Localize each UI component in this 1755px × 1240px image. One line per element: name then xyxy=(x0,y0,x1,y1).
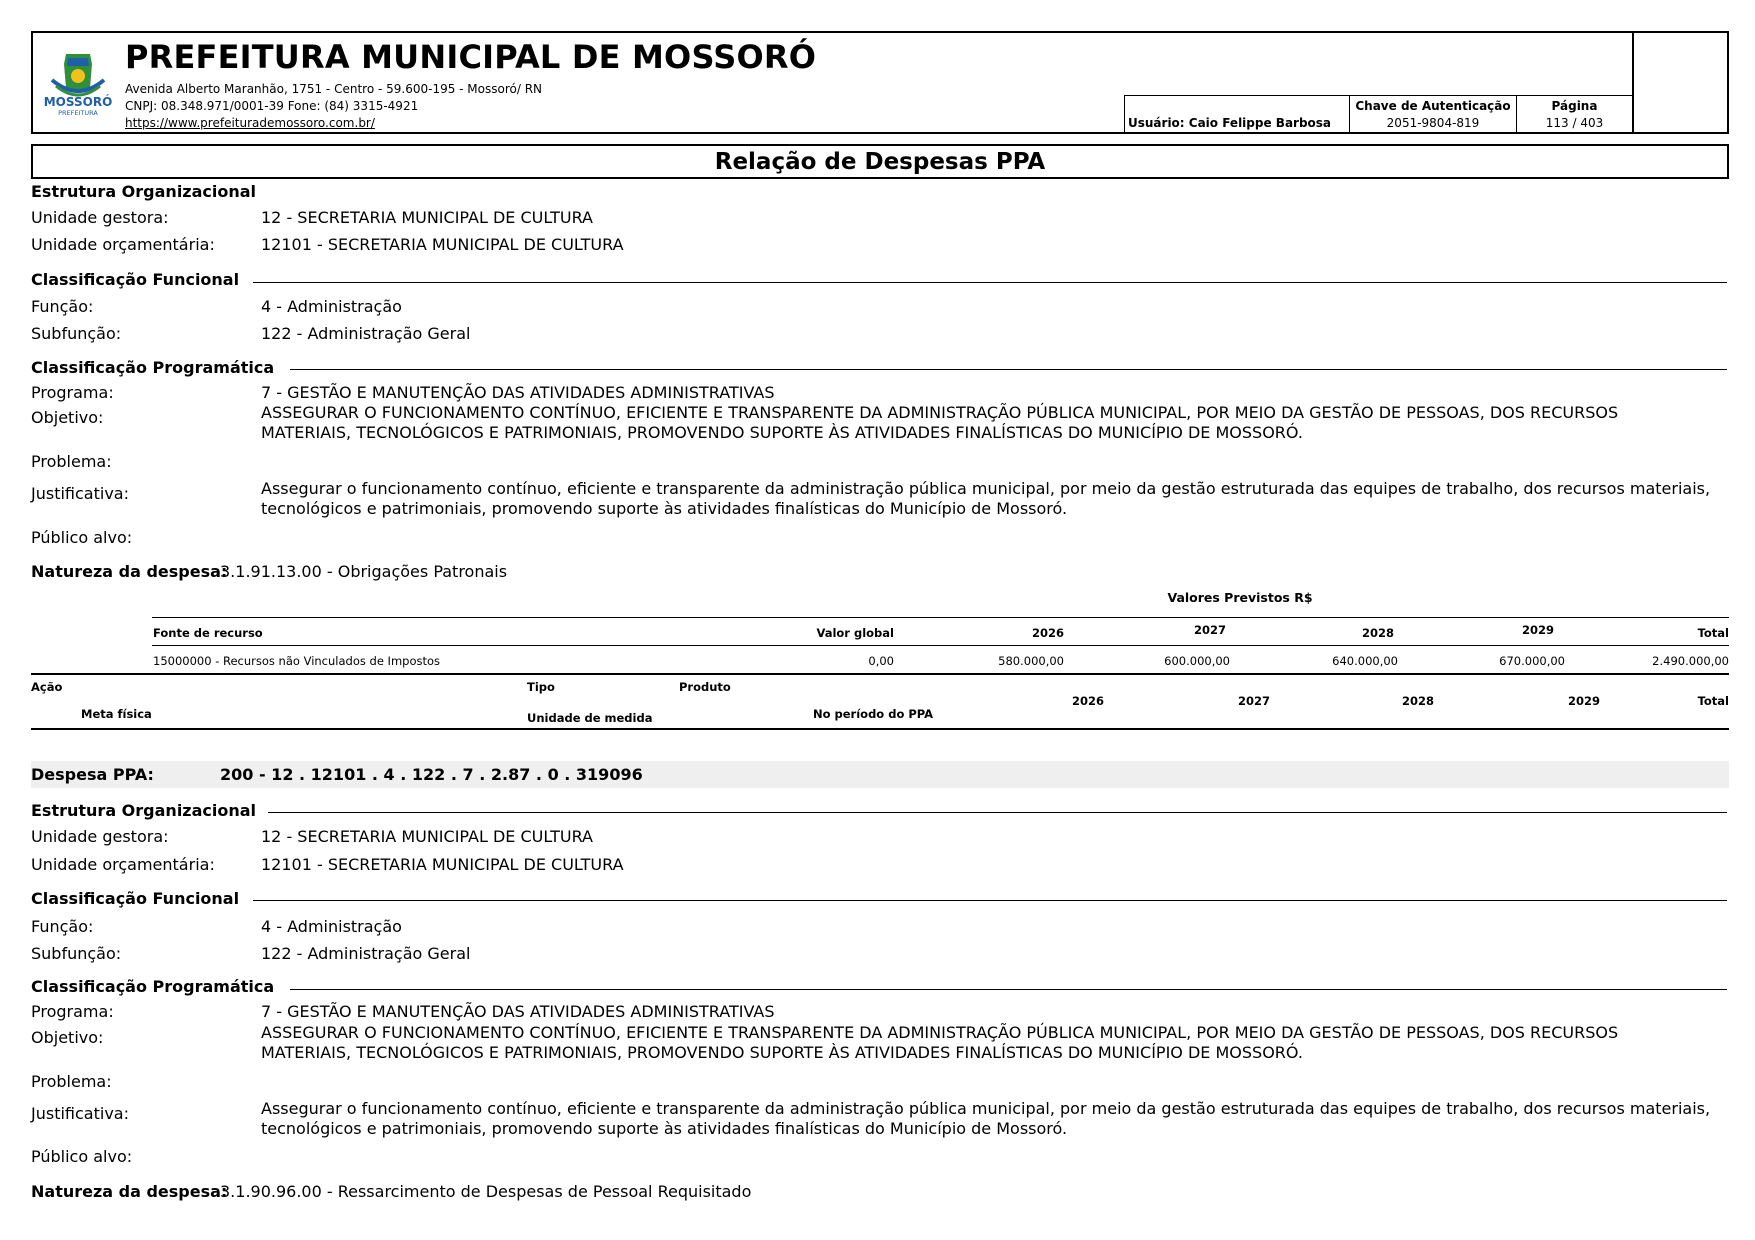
section-classificacao-programatica: Classificação Programática xyxy=(31,977,275,996)
despesa-ppa-bar xyxy=(31,761,1729,788)
page-label: Página xyxy=(1551,99,1598,113)
report-title-box xyxy=(31,144,1729,179)
valor-global-value: 0,00 xyxy=(868,654,894,668)
problema-label: Problema: xyxy=(31,1072,112,1091)
col-valor-global: Valor global xyxy=(816,626,894,640)
auth-key-value: 2051-9804-819 xyxy=(1386,116,1480,130)
unidade-gestora-label: Unidade gestora: xyxy=(31,827,169,846)
subfuncao-label: Subfunção: xyxy=(31,944,122,963)
objetivo-value: ASSEGURAR O FUNCIONAMENTO CONTÍNUO, EFICIENTE E TRANSPARENTE DA ADMINISTRAÇÃO PÚBLICA MUNICIPAL, POR MEIO DA GESTÃO DE PESSOAS, DOS RECURSOS MATERIAIS, TECNOLÓGICOS E PATRIMONIAIS, PROMOVENDO SUPORTE ÀS ATIVIDADES FINALÍSTICAS DO MUNICÍPIO DE MOSSORÓ. xyxy=(261,1023,1619,1062)
logo-text: MOSSORÓ xyxy=(43,95,113,109)
unidade-gestora-value: 12 - SECRETARIA MUNICIPAL DE CULTURA xyxy=(261,208,593,227)
unidade-orcamentaria-value: 12101 - SECRETARIA MUNICIPAL DE CULTURA xyxy=(261,235,624,254)
org-address: Avenida Alberto Maranhão, 1751 - Centro - 59.600-195 - Mossoró/ RN xyxy=(125,82,543,96)
col-unidade-medida: Unidade de medida xyxy=(527,711,653,725)
justificativa-label: Justificativa: xyxy=(31,1104,129,1123)
programa-value: 7 - GESTÃO E MANUTENÇÃO DAS ATIVIDADES ADMINISTRATIVAS xyxy=(261,383,775,402)
col-acao: Ação xyxy=(31,680,63,694)
funcao-value: 4 - Administração xyxy=(261,917,402,936)
col-tipo: Tipo xyxy=(527,680,555,694)
publico-alvo-label: Público alvo: xyxy=(31,528,133,547)
objetivo-label: Objetivo: xyxy=(31,408,104,427)
header-divider xyxy=(1632,31,1634,134)
table-rule xyxy=(152,645,1729,646)
col-produto: Produto xyxy=(679,680,731,694)
col-meta-fisica: Meta física xyxy=(81,707,152,721)
section-rule xyxy=(253,900,1727,901)
despesa-ppa-code: 200 - 12 . 12101 . 4 . 122 . 7 . 2.87 . 0 . 319096 xyxy=(220,765,643,784)
section-classificacao-funcional: Classificação Funcional xyxy=(31,270,240,289)
funcao-label: Função: xyxy=(31,917,94,936)
natureza-despesa-value: 3.1.91.13.00 - Obrigações Patronais xyxy=(220,562,508,581)
value-total: 2.490.000,00 xyxy=(1652,654,1729,668)
natureza-despesa-label: Natureza da despesa: xyxy=(31,1182,228,1201)
subfuncao-value: 122 - Administração Geral xyxy=(261,324,471,343)
acao-col-year-2028: 2028 xyxy=(1401,694,1434,708)
natureza-despesa-value: 3.1.90.96.00 - Ressarcimento de Despesas de Pessoal Requisitado xyxy=(220,1182,752,1201)
section-classificacao-programatica: Classificação Programática xyxy=(31,358,275,377)
fonte-recurso-value: 15000000 - Recursos não Vinculados de Impostos xyxy=(153,654,441,668)
section-estrutura-organizacional: Estrutura Organizacional xyxy=(31,801,257,820)
mossoro-logo xyxy=(40,50,116,120)
unidade-orcamentaria-label: Unidade orçamentária: xyxy=(31,235,215,254)
user-label: Usuário: Caio Felippe Barbosa xyxy=(1128,116,1332,130)
subfuncao-label: Subfunção: xyxy=(31,324,122,343)
justificativa-label: Justificativa: xyxy=(31,484,129,503)
value-2028: 640.000,00 xyxy=(1332,654,1398,668)
table-rule xyxy=(31,728,1729,730)
valores-previstos-title: Valores Previstos R$ xyxy=(1167,590,1313,605)
value-2026: 580.000,00 xyxy=(998,654,1064,668)
value-2027: 600.000,00 xyxy=(1164,654,1230,668)
funcao-value: 4 - Administração xyxy=(261,297,402,316)
programa-label: Programa: xyxy=(31,1002,114,1021)
org-website-link[interactable]: https://www.prefeiturademossoro.com.br/ xyxy=(125,116,375,130)
unidade-orcamentaria-label: Unidade orçamentária: xyxy=(31,855,215,874)
section-rule xyxy=(290,369,1727,370)
auth-key-box xyxy=(1349,95,1517,134)
acao-col-year-2026: 2026 xyxy=(1071,694,1104,708)
report-title: Relação de Despesas PPA xyxy=(714,149,1046,175)
user-box xyxy=(1124,95,1350,134)
section-classificacao-funcional: Classificação Funcional xyxy=(31,889,240,908)
col-fonte-recurso: Fonte de recurso xyxy=(153,626,263,640)
unidade-orcamentaria-value: 12101 - SECRETARIA MUNICIPAL DE CULTURA xyxy=(261,855,624,874)
publico-alvo-label: Público alvo: xyxy=(31,1147,133,1166)
logo-subtext: PREFEITURA xyxy=(58,109,98,117)
objetivo-label: Objetivo: xyxy=(31,1028,104,1047)
section-estrutura-organizacional: Estrutura Organizacional xyxy=(31,182,257,201)
page-number: 113 / 403 xyxy=(1545,116,1604,130)
justificativa-value: Assegurar o funcionamento contínuo, eficiente e transparente da administração pública municipal, por meio da gestão estruturada das equipes de trabalho, dos recursos materiais, tecnológicos e patrimoniais, promovendo suporte às atividades finalísticas do Município de Mossoró. xyxy=(261,1099,1711,1138)
section-rule xyxy=(268,812,1727,813)
col-total: Total xyxy=(1697,626,1729,640)
table-rule xyxy=(152,617,1729,618)
objetivo-value: ASSEGURAR O FUNCIONAMENTO CONTÍNUO, EFICIENTE E TRANSPARENTE DA ADMINISTRAÇÃO PÚBLICA MUNICIPAL, POR MEIO DA GESTÃO DE PESSOAS, DOS RECURSOS MATERIAIS, TECNOLÓGICOS E PATRIMONIAIS, PROMOVENDO SUPORTE ÀS ATIVIDADES FINALÍSTICAS DO MUNICÍPIO DE MOSSORÓ. xyxy=(261,403,1619,442)
unidade-gestora-value: 12 - SECRETARIA MUNICIPAL DE CULTURA xyxy=(261,827,593,846)
org-name: PREFEITURA MUNICIPAL DE MOSSORÓ xyxy=(125,38,817,76)
section-rule xyxy=(290,989,1727,990)
col-year-2029: 2029 xyxy=(1521,623,1554,637)
col-year-2026: 2026 xyxy=(1031,626,1064,640)
acao-col-year-2029: 2029 xyxy=(1567,694,1600,708)
org-contact: CNPJ: 08.348.971/0001-39 Fone: (84) 3315-4921 xyxy=(125,99,419,113)
table-rule xyxy=(31,673,1729,675)
value-2029: 670.000,00 xyxy=(1499,654,1565,668)
col-year-2028: 2028 xyxy=(1361,626,1394,640)
unidade-gestora-label: Unidade gestora: xyxy=(31,208,169,227)
section-rule xyxy=(253,282,1727,283)
page-box xyxy=(1516,95,1633,134)
acao-col-total: Total xyxy=(1697,694,1729,708)
subfuncao-value: 122 - Administração Geral xyxy=(261,944,471,963)
programa-label: Programa: xyxy=(31,383,114,402)
col-year-2027: 2027 xyxy=(1193,623,1226,637)
despesa-ppa-label: Despesa PPA: xyxy=(31,765,154,784)
acao-col-year-2027: 2027 xyxy=(1237,694,1270,708)
col-periodo-ppa: No período do PPA xyxy=(813,707,934,721)
justificativa-value: Assegurar o funcionamento contínuo, eficiente e transparente da administração pública municipal, por meio da gestão estruturada das equipes de trabalho, dos recursos materiais, tecnológicos e patrimoniais, promovendo suporte às atividades finalísticas do Município de Mossoró. xyxy=(261,479,1711,518)
funcao-label: Função: xyxy=(31,297,94,316)
natureza-despesa-label: Natureza da despesa: xyxy=(31,562,228,581)
problema-label: Problema: xyxy=(31,452,112,471)
programa-value: 7 - GESTÃO E MANUTENÇÃO DAS ATIVIDADES ADMINISTRATIVAS xyxy=(261,1002,775,1021)
auth-key-label: Chave de Autenticação xyxy=(1355,99,1511,113)
